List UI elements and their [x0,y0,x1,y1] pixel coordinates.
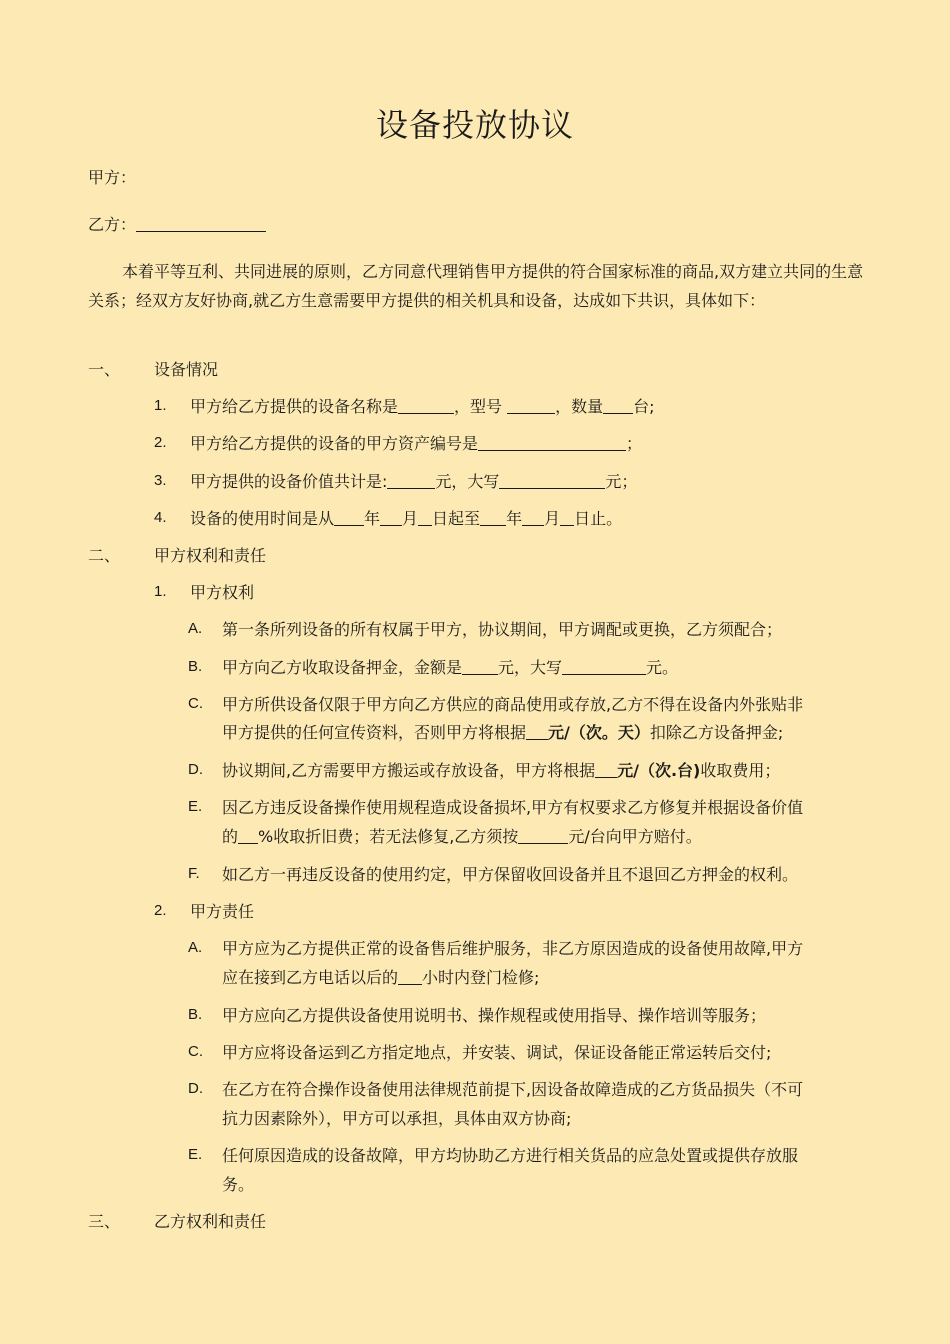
rights-clause-e-line2: 的 %收取折旧费；若无法修复,乙方须按 元/台向甲方赔付。 [222,827,702,846]
party-a-duties-label: 甲方责任 [190,902,255,921]
blank-asset-number [478,432,626,451]
section-1-heading: 设备情况 [154,360,219,379]
blank-start-year [334,507,364,526]
item-1-2: 甲方给乙方提供的设备的甲方资产编号是 ； [190,434,643,453]
party-b-line [88,210,266,239]
document-title: 设备投放协议 [375,106,574,144]
item-number: 4. [154,509,167,526]
blank-model [507,395,555,414]
clause-letter: D. [188,1080,203,1097]
duties-clause-d-line2: 抗力因素除外），甲方可以承担，具体由双方协商; [222,1109,572,1128]
party-b-blank [136,213,266,232]
duties-clause-e-line1: 任何原因造成的设备故障，甲方均协助乙方进行相关货品的应急处置或提供存放服 [222,1146,799,1165]
blank-device-name [398,395,454,414]
item-1-3: 甲方提供的设备价值共计是: 元，大写 元； [190,472,638,491]
rights-clause-c-line1: 甲方所供设备仅限于甲方向乙方供应的商品使用或存放,乙方不得在设备内外张贴非 [222,695,804,714]
rights-clause-f: 如乙方一再违反设备的使用约定，甲方保留收回设备并且不退回乙方押金的权利。 [222,865,799,884]
item-number: 1. [154,583,167,600]
clause-letter: C. [188,695,203,712]
duties-clause-d-line1: 在乙方在符合操作设备使用法律规范前提下,因设备故障造成的乙方货品损失（不可 [222,1080,804,1099]
blank-response-hours [398,966,422,985]
duties-clause-c: 甲方应将设备运到乙方指定地点，并安装、调试，保证设备能正常运转后交付; [222,1043,772,1062]
clause-letter: B. [188,658,203,675]
blank-value [387,470,435,489]
clause-letter: E. [188,798,203,815]
party-b-label: 乙方： [88,215,137,234]
section-3-heading: 乙方权利和责任 [154,1212,267,1231]
rights-clause-e-line1: 因乙方违反设备操作使用规程造成设备损坏,甲方有权要求乙方修复并根据设备价值 [222,798,804,817]
duties-clause-e-line2: 务。 [222,1175,255,1194]
party-a-label: 甲方： [88,168,137,187]
section-2-heading: 甲方权利和责任 [154,546,267,565]
blank-end-day [560,507,574,526]
blank-value-written [499,470,605,489]
blank-start-day [418,507,432,526]
duties-clause-a-line2: 应在接到乙方电话以后的 小时内登门检修; [222,968,540,987]
clause-letter: B. [188,1006,203,1023]
clause-letter: A. [188,620,203,637]
duties-clause-b: 甲方应向乙方提供设备使用说明书、操作规程或使用指导、操作培训等服务； [222,1006,767,1025]
clause-letter: A. [188,939,203,956]
section-2-number: 二、 [88,546,121,565]
duties-clause-a-line1: 甲方应为乙方提供正常的设备售后维护服务，非乙方原因造成的设备使用故障,甲方 [222,939,804,958]
rights-clause-a: 第一条所列设备的所有权属于甲方，协议期间，甲方调配或更换，乙方须配合； [222,620,783,639]
item-number: 3. [154,472,167,489]
section-3-number: 三、 [88,1212,121,1231]
clause-letter: E. [188,1146,203,1163]
blank-penalty-rate [526,721,548,740]
intro-paragraph: 本着平等互利、共同进展的原则，乙方同意代理销售甲方提供的符合国家标准的商品,双方建立共同的生意关系；经双方友好协商,就乙方生意需要甲方提供的相关机具和设备，达成如下共识，具体如下： [88,262,864,310]
item-1-4: 设备的使用时间是从 年 月 日起至 年 月 日止。 [190,509,623,528]
clause-letter: D. [188,761,203,778]
blank-end-month [522,507,544,526]
rights-clause-c-line2: 甲方提供的任何宣传资料，否则甲方将根据 元/（次。天）扣除乙方设备押金; [222,723,784,742]
item-1-1: 甲方给乙方提供的设备名称是 ，型号 ，数量 台; [190,397,655,416]
party-a-rights-label: 甲方权利 [190,583,255,602]
item-number: 2. [154,434,167,451]
section-1-number: 一、 [88,360,121,379]
blank-compensation [518,825,568,844]
blank-depreciation-rate [238,825,258,844]
item-number: 1. [154,397,167,414]
blank-quantity [603,395,633,414]
rights-clause-b: 甲方向乙方收取设备押金，金额是 元，大写 元。 [222,658,679,677]
blank-start-month [380,507,402,526]
item-number: 2. [154,902,167,919]
blank-handling-fee [595,759,617,778]
blank-deposit [462,656,498,675]
clause-letter: F. [188,865,200,882]
blank-deposit-written [562,656,646,675]
clause-letter: C. [188,1043,203,1060]
blank-end-year [480,507,506,526]
rights-clause-d: 协议期间,乙方需要甲方搬运或存放设备，甲方将根据 元/（次.台)收取费用； [222,761,781,780]
